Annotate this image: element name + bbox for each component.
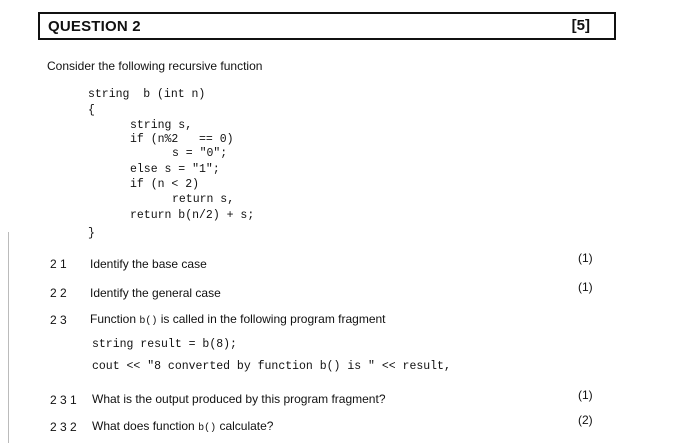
code-line: else s = "1"; — [130, 163, 220, 176]
question-number: 2 2 — [50, 286, 67, 300]
question-number: 2 1 — [50, 257, 67, 271]
code-line: return s, — [172, 193, 235, 206]
code-line: string b (int n) — [88, 88, 206, 101]
question-text-part: What does function — [92, 419, 195, 433]
question-text-part: Function — [90, 312, 137, 326]
fragment-line: string result = b(8); — [92, 338, 237, 351]
code-line: { — [88, 104, 95, 117]
question-marks: (1) — [578, 388, 593, 402]
function-reference: b() — [139, 316, 158, 327]
question-text — [92, 419, 273, 434]
fragment-line: cout << "8 converted by function b() is " << result, — [92, 360, 451, 373]
question-title: QUESTION 2 — [48, 18, 141, 35]
code-line: if (n < 2) — [130, 178, 200, 191]
code-line: } — [88, 227, 95, 240]
question-text — [90, 312, 386, 327]
code-line: s = "0"; — [172, 147, 228, 160]
question-header-box — [38, 12, 616, 40]
question-number: 2 3 2 — [50, 420, 77, 434]
function-reference: b() — [198, 423, 217, 434]
question-total-marks: [5] — [571, 17, 590, 34]
code-line: return b(n/2) + s; — [130, 209, 255, 222]
margin-rule — [8, 232, 9, 443]
code-line: string s, — [130, 119, 193, 132]
question-text: What is the output produced by this program fragment? — [92, 392, 386, 406]
question-text-part: is called in the following program fragment — [160, 312, 386, 326]
question-marks: (1) — [578, 280, 593, 294]
question-text-part: calculate? — [219, 419, 274, 433]
intro-text: Consider the following recursive function — [47, 59, 263, 73]
question-text: Identify the base case — [90, 257, 207, 271]
question-marks: (1) — [578, 251, 593, 265]
question-text: Identify the general case — [90, 286, 221, 300]
question-number: 2 3 1 — [50, 393, 77, 407]
question-number: 2 3 — [50, 313, 67, 327]
code-line: if (n%2 == 0) — [130, 133, 234, 146]
question-marks: (2) — [578, 413, 593, 427]
